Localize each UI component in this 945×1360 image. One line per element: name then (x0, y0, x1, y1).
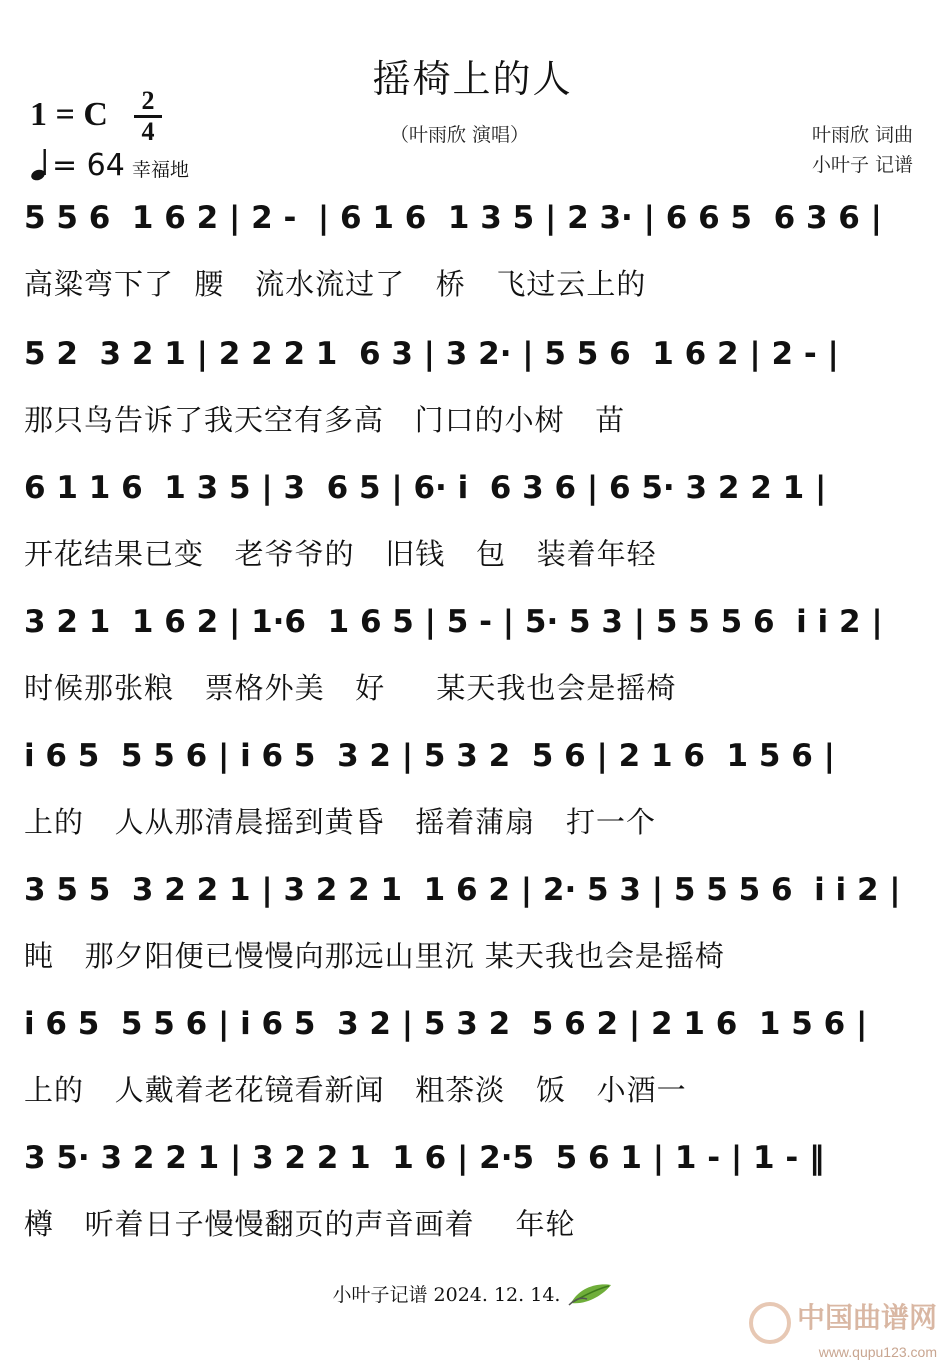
page-title: 摇椅上的人 (372, 57, 573, 101)
lyrics-row-3: 开花结果已变 老爷爷的 旧钱 包 装着年轻 (24, 537, 657, 571)
watermark-logo-icon (749, 1302, 791, 1344)
lyrics-row-8: 樽 听着日子慢慢翻页的声音画着 年轮 (24, 1207, 576, 1241)
quarter-note-icon (30, 153, 52, 183)
lyrics-row-7: 上的 人戴着老花镜看新闻 粗茶淡 饭 小酒一 (24, 1073, 687, 1107)
notation-row-7: i 6 5 5 5 6 | i 6 5 3 2 | 5 3 2 5 6 2 | 2 1 6 1 5 6 | (24, 1006, 868, 1042)
time-signature (130, 88, 166, 145)
notation-row-8: 3 5· 3 2 2 1 | 3 2 2 1 1 6 | 2·5 5 6 1 | 1 - | 1 - ‖ (24, 1140, 825, 1176)
notation-row-3: 6 1 1 6 1 3 5 | 3 6 5 | 6· i 6 3 6 | 6 5· 3 2 2 1 | (24, 470, 827, 506)
tempo-value: = 64 (52, 148, 125, 183)
tempo-marking (30, 148, 125, 183)
notation-row-5: i 6 5 5 5 6 | i 6 5 3 2 | 5 3 2 5 6 | 2 1 6 1 5 6 | (24, 738, 835, 774)
time-sig-top: 2 (141, 86, 155, 115)
time-sig-bottom: 4 (141, 117, 155, 146)
notation-row-1: 5 5 6 1 6 2 | 2 - | 6 1 6 1 3 5 | 2 3· | 6 6 5 6 3 6 | (24, 200, 882, 236)
singer-credit: （叶雨欣 演唱） (390, 124, 530, 146)
lyrics-row-6: 盹 那夕阳便已慢慢向那远山里沉 某天我也会是摇椅 (24, 939, 725, 973)
lyrics-row-4: 时候那张粮 票格外美 好 某天我也会是摇椅 (24, 671, 677, 705)
lyrics-row-2: 那只鸟告诉了我天空有多高 门口的小树 苗 (24, 403, 626, 437)
footer-text: 小叶子记谱 2024. 12. 14. (332, 1284, 561, 1306)
notation-row-2: 5 2 3 2 1 | 2 2 2 1 6 3 | 3 2· | 5 5 6 1 6 2 | 2 - | (24, 336, 839, 372)
watermark-url: www.qupu123.com (818, 1343, 937, 1360)
notation-row-6: 3 5 5 3 2 2 1 | 3 2 2 1 1 6 2 | 2· 5 3 | 5 5 5 6 i i 2 | (24, 872, 901, 908)
expression-marking: 幸福地 (132, 159, 190, 181)
transcriber-credit: 小叶子 记谱 (811, 154, 913, 176)
lyrics-row-1: 高粱弯下了 腰 流水流过了 桥 飞过云上的 (24, 267, 647, 301)
composer-credit: 叶雨欣 词曲 (811, 124, 913, 146)
watermark (749, 1296, 937, 1360)
notation-row-4: 3 2 1 1 6 2 | 1·6 1 6 5 | 5 - | 5· 5 3 | 5 5 5 6 i i 2 | (24, 604, 883, 640)
leaf-icon (567, 1281, 613, 1312)
lyrics-row-5: 上的 人从那清晨摇到黄昏 摇着蒲扇 打一个 (24, 805, 656, 839)
key-signature: 1 = C (30, 96, 108, 133)
watermark-brand: 中国曲谱网 (796, 1302, 937, 1333)
